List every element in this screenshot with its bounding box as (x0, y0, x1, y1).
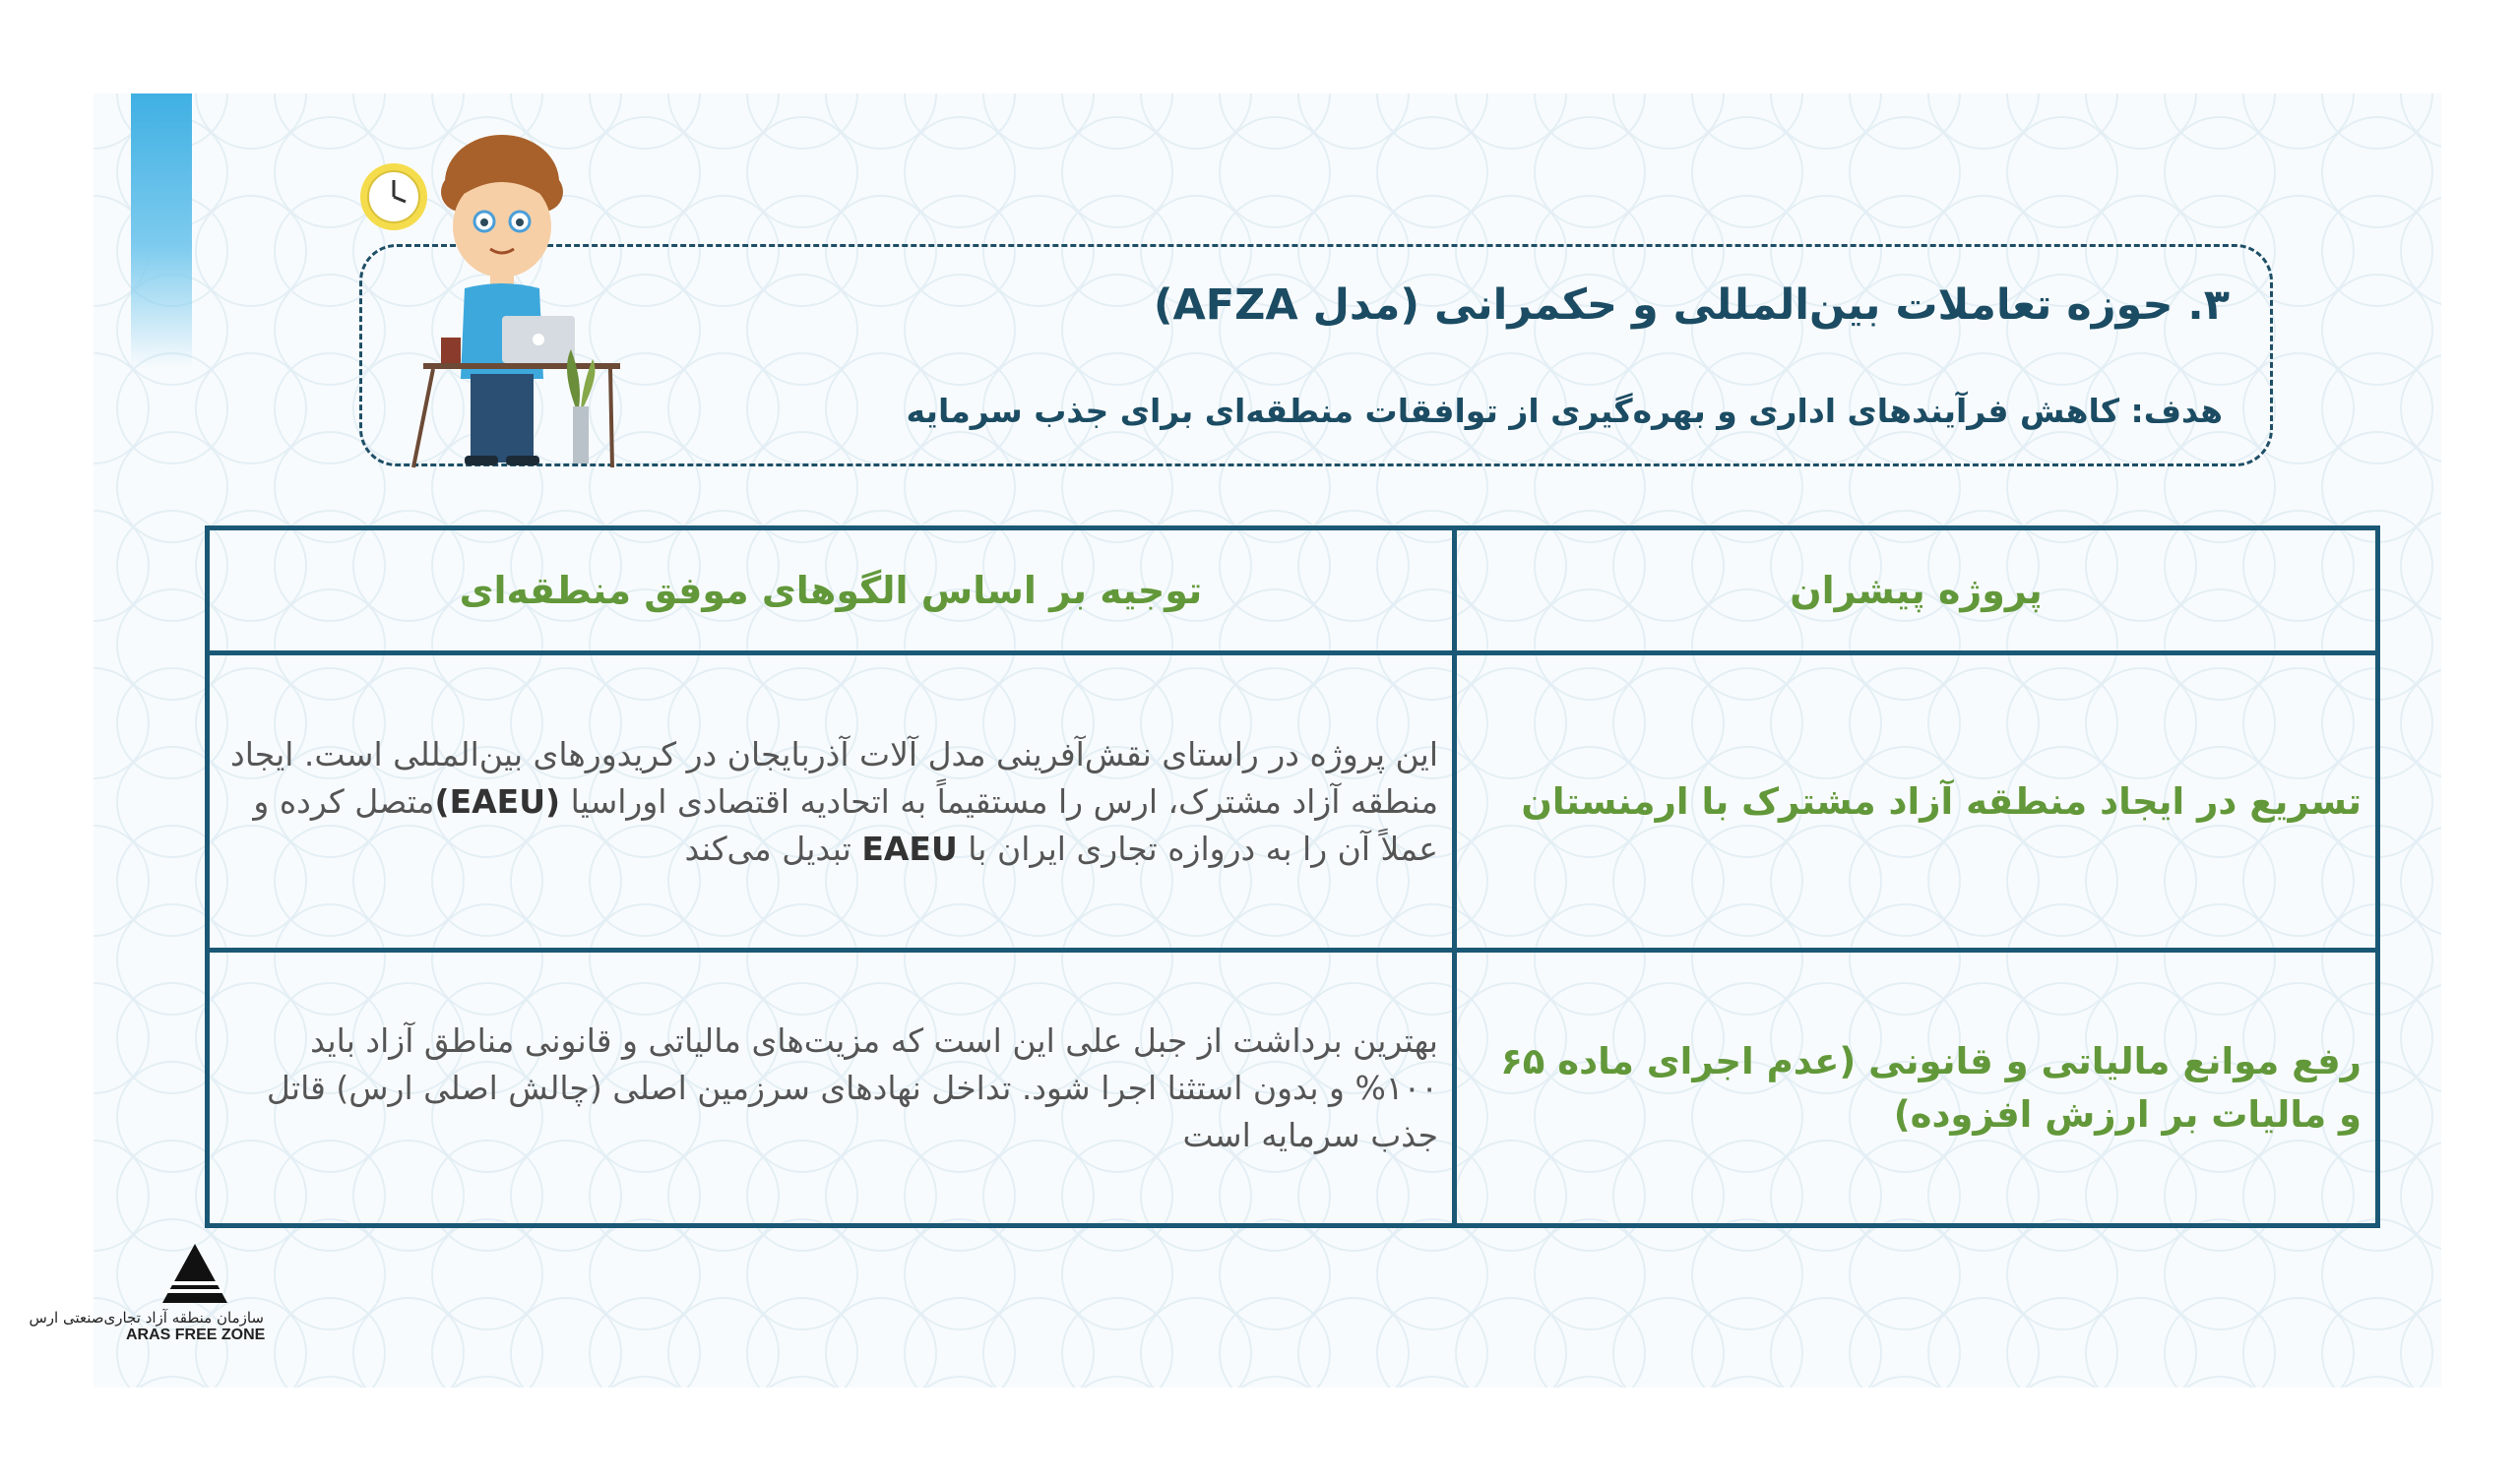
laptop-icon (502, 316, 575, 363)
accent-bar (131, 93, 192, 369)
project-cell: تسریع در ایجاد منطقه آزاد مشترک با ارمنستان (1455, 653, 2378, 951)
eaeu-abbr: (EAEU) (434, 781, 561, 821)
clock-icon (360, 163, 427, 230)
table-row (208, 653, 2378, 951)
coffee-cup-icon (441, 338, 461, 363)
table-header-row (208, 528, 2378, 653)
justification-cell (208, 653, 1455, 951)
justification-text: این پروژه در راستای نقش‌آفرینی مدل آلات آذربایجان در کریدورهای بین‌المللی است. ایجاد منطقه آزاد مشترک، ارس را مستقیماً به اتحادیه اقتصادی اوراسیا (230, 734, 1438, 821)
mountain-logo-icon (160, 1242, 229, 1305)
table-row (208, 951, 2378, 1226)
projects-table (205, 525, 2380, 1228)
justification-cell: بهترین برداشت از جبل علی این است که مزیت‌های مالیاتی و قانونی مناطق آزاد باید ۱۰۰% و بدون استثنا اجرا شود. تداخل نهادهای سرزمین اصلی (چالش اصلی ارس) قاتل جذب سرمایه است (208, 951, 1455, 1226)
header-box (359, 244, 2273, 466)
section-title: ۳. حوزه تعاملات بین‌المللی و حکمرانی (مدل AFZA) (1153, 280, 2230, 330)
character-illustration (354, 123, 630, 477)
eaeu-abbr: EAEU (861, 829, 958, 868)
project-cell: رفع موانع مالیاتی و قانونی (عدم اجرای ماده ۶۵ و مالیات بر ارزش افزوده) (1455, 951, 2378, 1226)
justification-text: تبدیل می‌کند (684, 829, 862, 868)
header-project: پروژه پیشران (1455, 528, 2378, 653)
aras-logo (29, 1242, 266, 1344)
logo-persian-text: سازمان منطقه آزاد تجاری‌صنعتی ارس (29, 1309, 264, 1327)
justification-text: متصل کرده و عملاً آن را به دروازه تجاری ایران با (253, 781, 1438, 868)
logo-english-text: ARAS FREE ZONE (126, 1327, 266, 1343)
section-goal: هدف: کاهش فرآیندهای اداری و بهره‌گیری از توافقات منطقه‌ای برای جذب سرمایه (906, 392, 2223, 430)
header-justification: توجیه بر اساس الگوهای موفق منطقه‌ای (208, 528, 1455, 653)
